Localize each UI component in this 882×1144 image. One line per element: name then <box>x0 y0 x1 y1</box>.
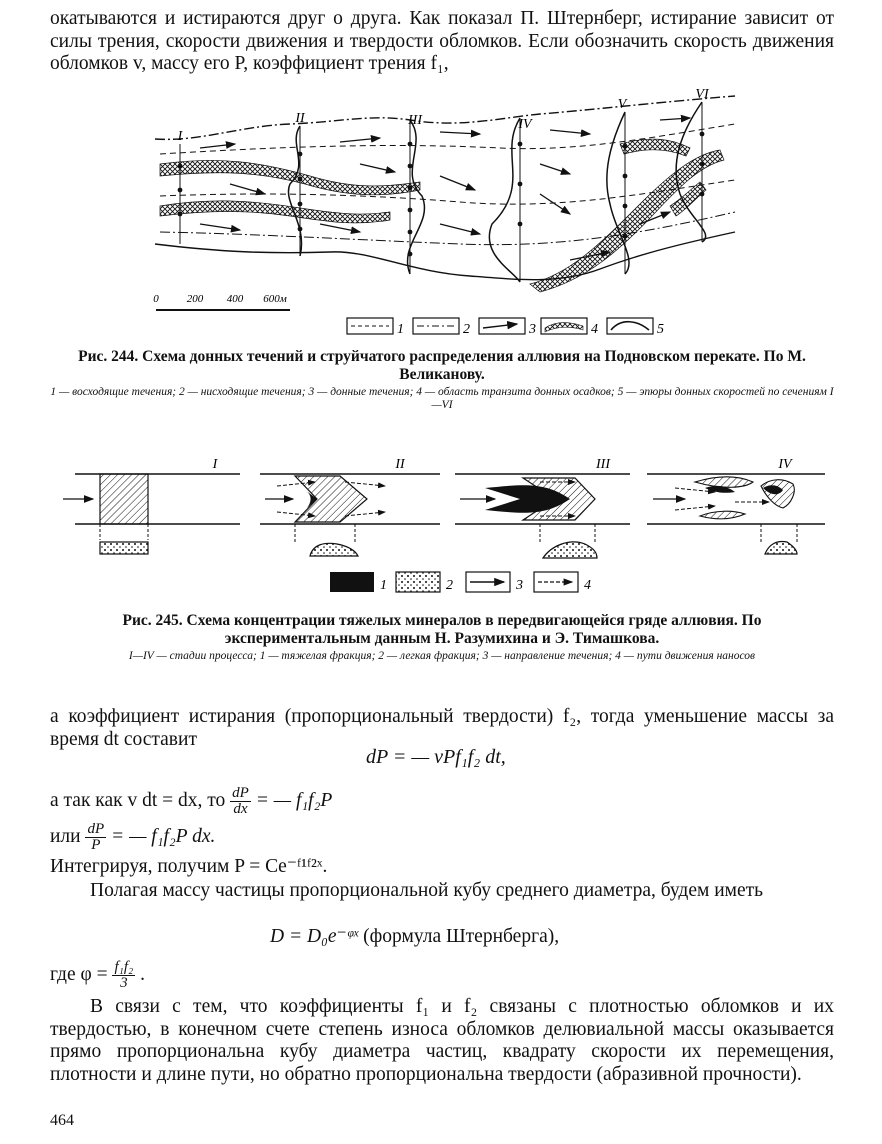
equation-phi: где φ = $\frac{\text{f₁f₂}}{3}$ . <box>50 959 145 991</box>
figure-244-title: Рис. 244. Схема донных течений и струйчатого распределения аллювия на Подновском перекате. По М. Великанову. <box>78 348 806 383</box>
section-label: IV <box>518 117 532 132</box>
equation-sternberg-note: (формула Штернберга), <box>363 926 560 947</box>
paragraph-conclusion: В связи с тем, что коэффициенты f₁ и f₂ связаны с плотностью обломков и их твердостью, в конечном счете степень износа обломков делювиальной массы оказывается прямо пропорциональна кубу диаметра частиц, квадрату скорости их перемещения, плотности и длине пути, но обратно пропорциональна твердости (абразивной прочности). <box>50 996 834 1085</box>
equation-sternberg <box>270 924 559 948</box>
stage-label: I <box>212 457 218 472</box>
paragraph-integration: Интегрируя, получим P = Ce⁻ᶠ¹ᶠ²ˣ. <box>50 856 328 877</box>
section-label: II <box>295 111 305 126</box>
paragraph-intro: окатываются и истираются друг о друга. Как показал П. Штернберг, истирание зависит от силы трения, скорости движения и твердости обломков. Если обозначить скорость движения обломков v, массу его P, коэффициент трения f₁, <box>50 8 834 74</box>
legend-number: 4 <box>584 578 591 593</box>
equation-mass-loss: dP = — vPf₁f₂ dt, <box>366 746 506 768</box>
paragraph-cube-diameter: Полагая массу частицы пропорциональной кубу среднего диаметра, будем иметь <box>90 880 764 901</box>
fraction-dp-dx <box>230 786 251 817</box>
fraction-dp-p <box>85 822 106 853</box>
paragraph-wear-coefficient: а коэффициент истирания (пропорциональный твердости) f₂, тогда уменьшение массы за время dt составит <box>50 706 834 750</box>
scale-label: 400 <box>226 293 244 305</box>
equation-line-2-rest: = — f₁f₂P <box>255 789 333 811</box>
legend-number: 2 <box>446 578 453 593</box>
stage-label: II <box>395 457 405 472</box>
legend-number: 4 <box>591 322 598 337</box>
fraction-numerator: f₁f₂ <box>114 959 134 975</box>
legend-number: 2 <box>463 322 470 337</box>
fraction-denominator: 3 <box>120 975 128 991</box>
equation-line-3-text: или <box>50 825 81 847</box>
section-label: III <box>408 113 422 128</box>
section-label: I <box>177 129 183 144</box>
equation-line-3-rest: = — f₁f₂P dx. <box>111 825 216 847</box>
fraction-numerator: dP <box>232 785 249 801</box>
scale-label: 0 <box>153 293 159 305</box>
legend-number: 1 <box>380 578 387 593</box>
scale-label: 600м <box>263 293 287 305</box>
legend-number: 1 <box>397 322 404 337</box>
scale-label: 200 <box>186 293 204 305</box>
fraction-phi <box>112 960 135 991</box>
figure-245-legend-text: I—IV — стадии процесса; 1 — тяжелая фракция; 2 — легкая фракция; 3 — направление течения; 4 — пути движения наносов <box>128 650 756 662</box>
stage-label: III <box>596 457 610 472</box>
stage-label: IV <box>778 457 792 472</box>
equation-sternberg-formula: D = D₀e⁻ᵠˣ <box>270 926 359 947</box>
equation-line-2 <box>50 786 332 817</box>
figure-245-diagram <box>55 452 845 564</box>
legend-number: 5 <box>657 322 664 337</box>
fraction-denominator: P <box>91 837 101 853</box>
figure-244-legend-text: 1 — восходящие течения; 2 — нисходящие течения; 3 — донные течения; 4 — область транзита донных осадков; 5 — эпюры донных скоростей по сечениям I—VI <box>50 386 834 411</box>
figure-245-legend <box>328 568 618 596</box>
legend-number: 3 <box>516 578 523 593</box>
figure-245-caption <box>50 612 834 663</box>
equation-line-2-text: а так как v dt = dx, то <box>50 789 226 811</box>
section-label: V <box>617 97 627 112</box>
section-label: VI <box>695 87 709 102</box>
equation-line-3 <box>50 822 215 853</box>
fraction-numerator: dP <box>87 821 105 837</box>
legend-number: 3 <box>529 322 536 337</box>
figure-245-title: Рис. 245. Схема концентрации тяжелых минералов в передвигающейся гряде аллювия. По экспериментальным данным Н. Разумихина и Э. Тимашкова. <box>122 612 762 647</box>
fraction-denominator: dx <box>233 801 248 817</box>
figure-244-legend <box>345 314 675 340</box>
page-number: 464 <box>50 1112 74 1129</box>
figure-244-caption <box>50 348 834 412</box>
figure-244-diagram <box>140 84 740 344</box>
equation-phi-text: где φ = <box>50 963 108 985</box>
